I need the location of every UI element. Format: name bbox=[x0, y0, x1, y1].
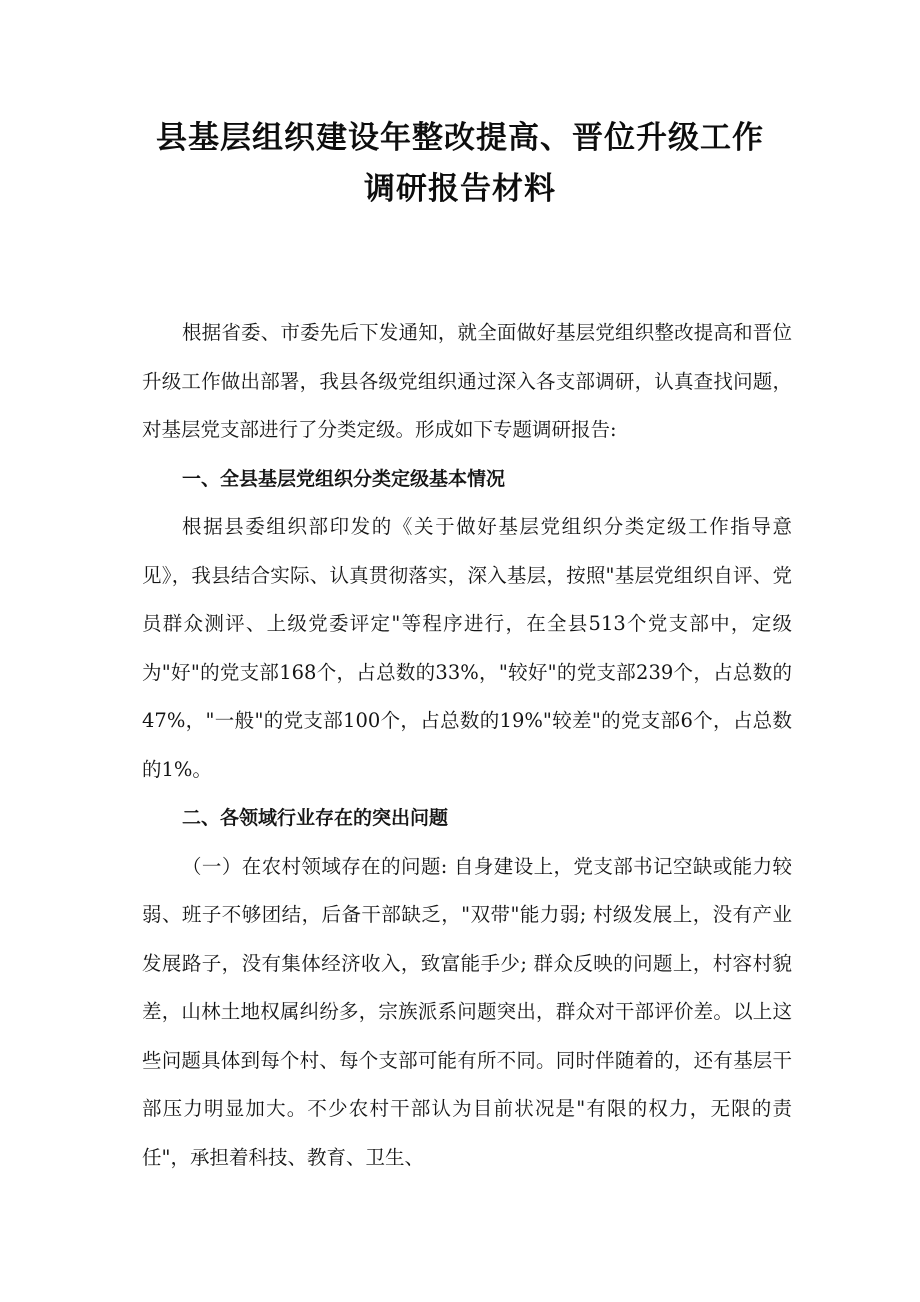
document-title-line-2: 调研报告材料 bbox=[364, 171, 556, 207]
section-heading-2: 二、各领域行业存在的突出问题 bbox=[182, 807, 449, 829]
document-title-line-1: 县基层组织建设年整改提高、晋位升级工作 bbox=[156, 120, 764, 156]
section-1-paragraph: 根据县委组织部印发的《关于做好基层党组织分类定级工作指导意见》，我县结合实际、认真贯彻落实，深入基层，按照"基层党组织自评、党员群众测评、上级党委评定"等程序进行，在全县513个党支部中，定级为"好"的党支部168个，占总数的33%，"较好"的党支部239个，占总数的47%，"一般"的党支部100个，占总数的19%"较差"的党支部6个，占总数的1%。 bbox=[142, 515, 792, 781]
intro-paragraph: 根据省委、市委先后下发通知，就全面做好基层党组织整改提高和晋位升级工作做出部署，我县各级党组织通过深入各支部调研，认真查找问题，对基层党支部进行了分类定级。形成如下专题调研报告: bbox=[142, 321, 792, 441]
section-2-paragraph: （一）在农村领域存在的问题: 自身建设上，党支部书记空缺或能力较弱、班子不够团结，后备干部缺乏，"双带"能力弱; 村级发展上，没有产业发展路子，没有集体经济收入，致富能手少; 群众反映的问题上，村容村貌差，山林土地权属纠纷多，宗族派系问题突出，群众对干部评价差。以上这些问题具体到每个村、每个支部可能有所不同。同时伴随着的，还有基层干部压力明显加大。不少农村干部认为目前状况是"有限的权力，无限的责任"，承担着科技、教育、卫生、 bbox=[142, 854, 792, 1169]
section-heading-1: 一、全县基层党组织分类定级基本情况 bbox=[182, 467, 506, 490]
document-body bbox=[142, 309, 792, 1182]
